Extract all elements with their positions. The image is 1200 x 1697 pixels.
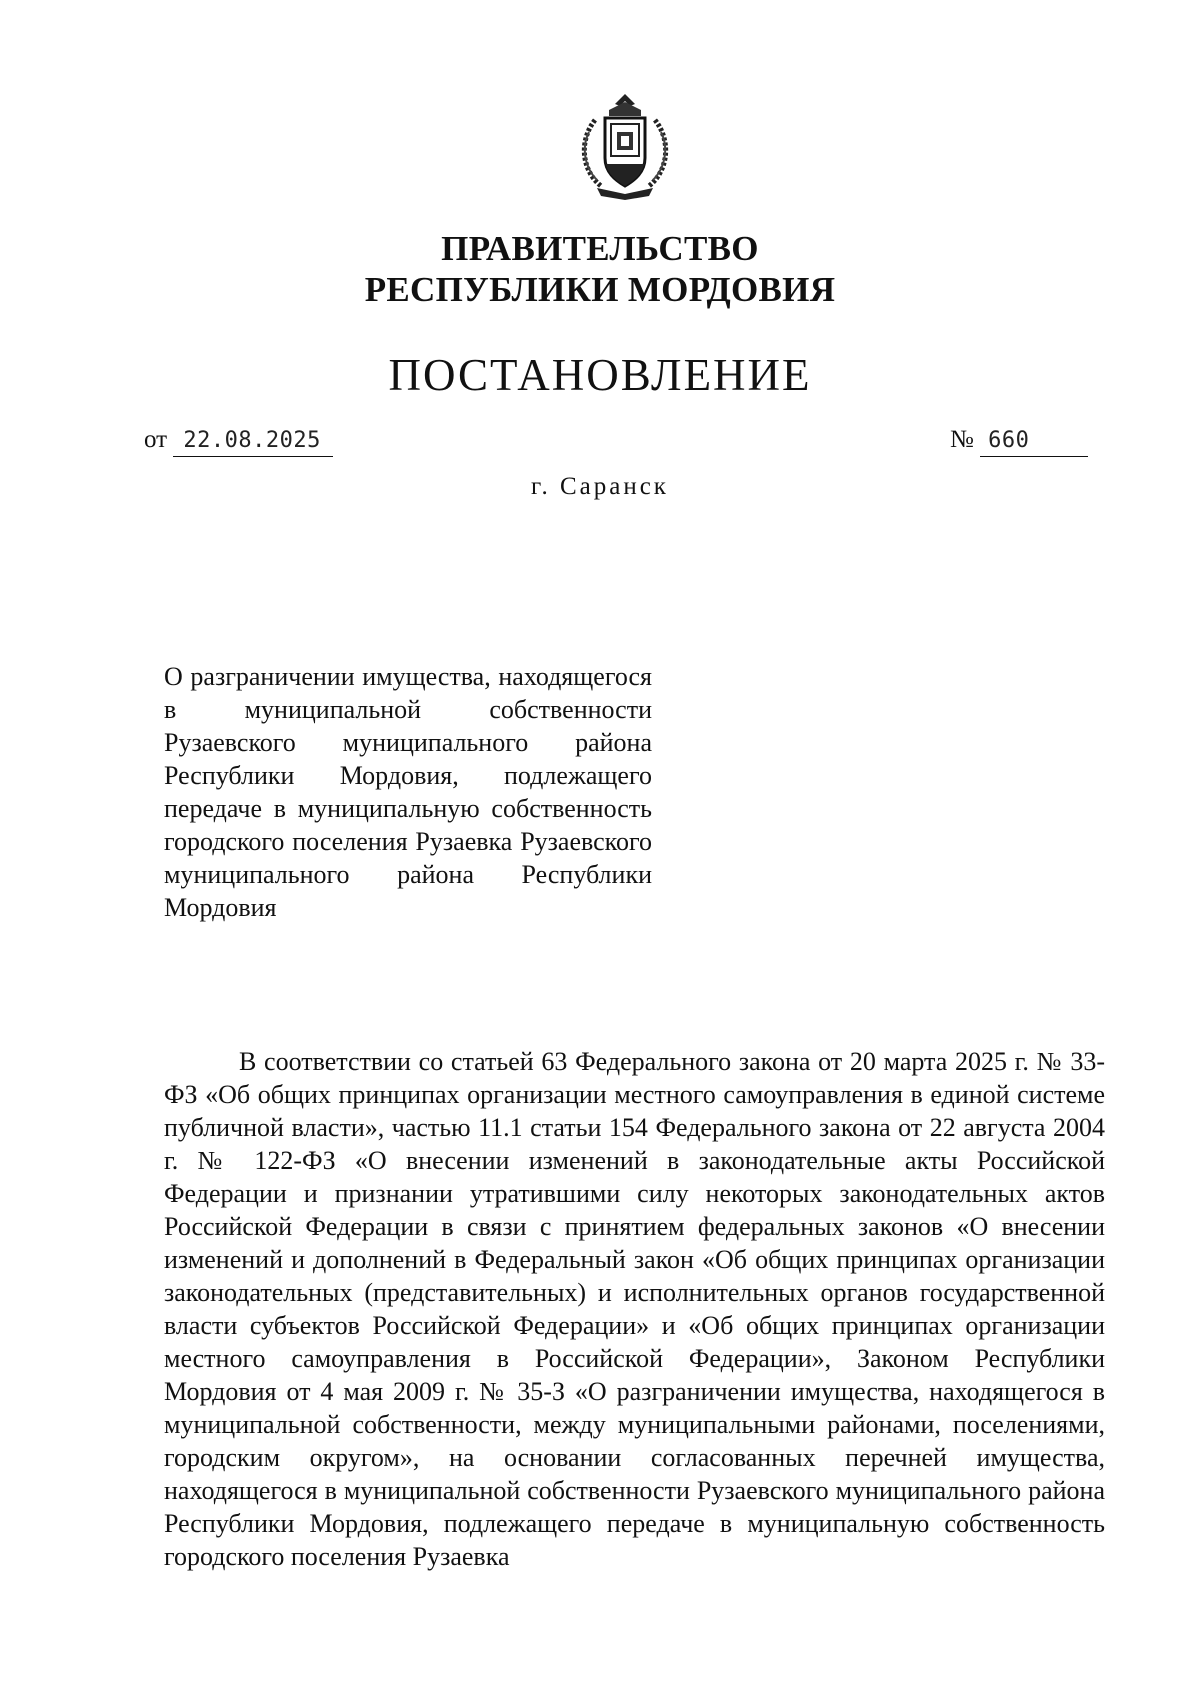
document-type-title: ПОСТАНОВЛЕНИЕ xyxy=(388,350,812,400)
date-field xyxy=(173,425,332,457)
number-prefix: № xyxy=(950,426,974,453)
date-value: 22.08.2025 xyxy=(183,428,321,453)
number-value: 660 xyxy=(988,428,1030,453)
issuing-authority xyxy=(0,228,1200,310)
document-subject: О разграничении имущества, находящегося в муниципальной собственности Рузаевского муниципального района Республики Мордовия, подлежащего передаче в муниципальную собственность городского поселения Рузаевка Рузаевского муниципального района Республики Мордовия xyxy=(164,662,652,922)
document-number xyxy=(950,425,1088,457)
authority-line-1: ПРАВИТЕЛЬСТВО xyxy=(441,229,759,268)
issue-city: г. Саранск xyxy=(531,473,669,500)
body-paragraph: В соответствии со статьей 63 Федерального закона от 20 марта 2025 г. № 33-ФЗ «Об общих принципах организации местного самоуправления в единой системе публичной власти», частью 11.1 статьи 154 Федерального закона от 22 августа 2004 г. № 122-ФЗ «О внесении изменений в законодательные акты Российской Федерации и признании утратившими силу некоторых законодательных актов Российской Федерации в связи с принятием федеральных законов «О внесении изменений и дополнений в Федеральный закон «Об общих принципах организации законодательных (представительных) и исполнительных органов государственной власти субъектов Российской Федерации» и «Об общих принципах организации местного самоуправления в Российской Федерации», Законом Республики Мордовия от 4 мая 2009 г. № 35-З «О разграничении имущества, находящегося в муниципальной собственности, между муниципальными районами, поселениями, городским округом», на основании согласованных перечней имущества, находящегося в муниципальной собственности Рузаевского муниципального района Республики Мордовия, подлежащего передаче в муниципальную собственность городского поселения Рузаевка xyxy=(164,1047,1105,1571)
number-field xyxy=(980,425,1088,457)
authority-line-2: РЕСПУБЛИКИ МОРДОВИЯ xyxy=(364,270,836,309)
document-date xyxy=(144,425,333,457)
date-prefix: от xyxy=(144,426,168,453)
coat-of-arms-icon xyxy=(575,90,675,202)
